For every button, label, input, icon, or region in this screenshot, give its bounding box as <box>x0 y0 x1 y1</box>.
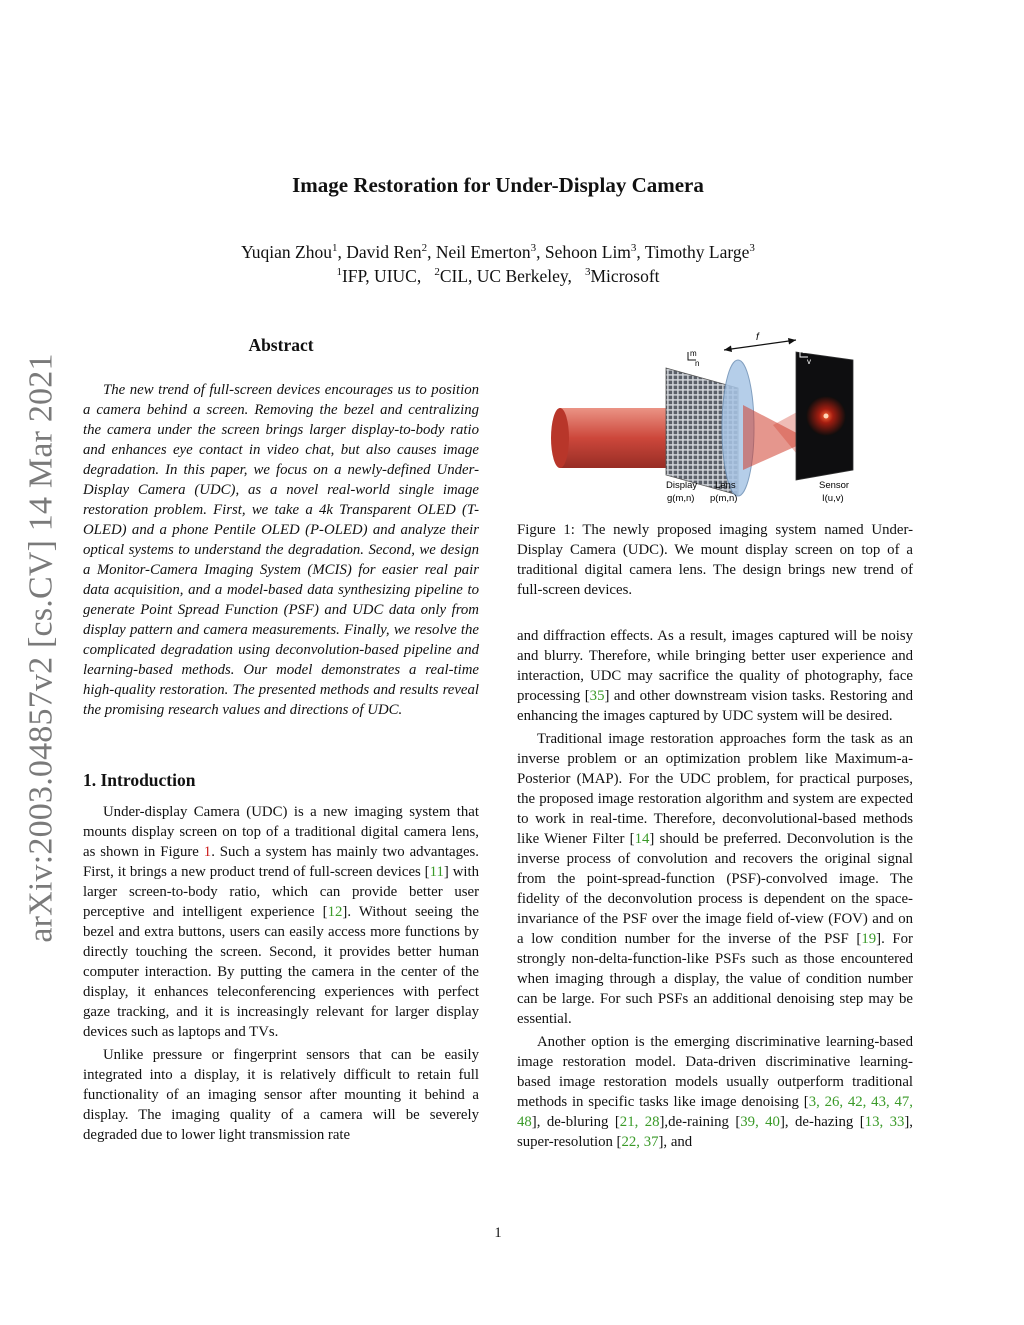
arrow-head-left <box>724 346 732 353</box>
label-f: f <box>756 332 759 343</box>
citation-link[interactable]: 3, 26, 42, 43, 47, 48 <box>517 1094 913 1130</box>
affiliation-name: Microsoft <box>590 266 660 286</box>
section-heading-introduction: 1. Introduction <box>83 770 196 790</box>
author-sup: 3 <box>630 242 637 255</box>
psf-center <box>824 414 829 419</box>
text-run: ], super-resolution [ <box>517 1114 914 1150</box>
figure-1-diagram <box>548 330 868 510</box>
label-sensor: Sensor <box>819 480 850 491</box>
text-run: ] and other downstream vision tasks. Restoring and enhancing the images captured by UDC system will be desired. <box>517 688 913 724</box>
page-number: 1 <box>494 1225 502 1241</box>
citation-link[interactable]: 13, 33 <box>864 1114 905 1130</box>
label-m: m <box>690 349 697 358</box>
text-run: ] with larger screen-to-body ratio, which can provide better user perceptive and intelligent experience [ <box>83 864 479 920</box>
abstract-text: The new trend of full-screen devices encourages us to position a camera behind a screen. Removing the bezel and centralizing the camera under the screen brings larger display-to-body ratio and enhances eye contact in video chat, but also causes image degradation. In this paper, we focus on a newly-defined Under-Display Camera (UDC), as a novel real-world single image restoration problem. First, we take a 4k Transparent OLED (T-OLED) and a phone Pentile OLED (P-OLED) and analyze their optical systems to understand the degradation. Second, we design a Monitor-Camera Imaging System (MCIS) for easier real pair data acquisition, and a model-based data synthesizing pipeline to generate Point Spread Function (PSF) and UDC data only from display pattern and camera measurements. Finally, we resolve the complicated degradation using deconvolution-based pipeline and learning-based methods. Our model demonstrates a real-time high-quality restoration. The presented methods and results reveal the promising research values and directions of UDC. <box>83 382 479 718</box>
citation-link[interactable]: 35 <box>589 688 605 704</box>
focal-length-arrow <box>724 340 796 350</box>
citation-link[interactable]: 14 <box>634 831 650 847</box>
author-block <box>0 240 996 288</box>
text-run: ],de-raining [ <box>659 1114 741 1130</box>
citation-link[interactable]: 19 <box>861 931 877 947</box>
label-display: Display <box>666 480 698 491</box>
author-list: Yuqian Zhou$^1$, David Ren$^2$, Neil Emerton$^3$, Sehoon Lim$^3$, Timothy Large$^3$ <box>241 242 755 262</box>
citation-link[interactable]: 22, 37 <box>621 1134 659 1150</box>
author-name: Neil Emerton <box>435 242 531 262</box>
citation-link[interactable]: 21, 28 <box>619 1114 660 1130</box>
abstract-heading: Abstract <box>248 335 314 355</box>
label-sensor-fn: I(u,v) <box>822 493 844 504</box>
text-run: and diffraction effects. As a result, images captured will be noisy and blurry. Therefore, while bringing better user experience and interaction, UDC may sacrifice the quality of photography, face processing [ <box>517 628 913 704</box>
author-sup: 1 <box>332 242 338 255</box>
author-sup: 2 <box>421 242 428 255</box>
affiliation-name: CIL, UC Berkeley, <box>439 266 572 286</box>
figure-link[interactable]: 1 <box>203 844 212 860</box>
text-run: . Such a system has mainly two advantages. First, it brings a new product trend of full-screen devices [ <box>83 844 480 880</box>
right-paragraph-1 <box>517 626 913 726</box>
text-run: ]. Without seeing the bezel and extra buttons, users can easily access more functions by directly touching the screen. Second, it provides better human computer interaction. By putting the camera in the center of the display, it enhances teleconferencing experiences with perfect gaze tracking, and it is increasingly relevant for larger display devices such as laptops and TVs. <box>83 904 479 1040</box>
figure-1-caption: Figure 1: The newly proposed imaging system named Under-Display Camera (UDC). We mount display screen on top of a traditional digital camera lens. The design brings new trend of full-screen devices. <box>517 522 913 598</box>
author-name: Timothy Large <box>644 242 750 262</box>
label-u: u <box>802 346 807 355</box>
arxiv-stamp <box>22 350 62 945</box>
label-display-fn: g(m,n) <box>667 493 695 504</box>
arxiv-id: arXiv:2003.04857v2 [cs.CV] 14 Mar 2021 <box>23 352 60 943</box>
text-run: ], de-bluring [ <box>531 1114 620 1130</box>
label-lens: Lens <box>715 480 736 491</box>
right-paragraph-3 <box>517 1032 913 1152</box>
right-column <box>517 626 913 1152</box>
label-v: v <box>807 357 811 366</box>
left-column <box>83 335 479 1145</box>
author-name: David Ren <box>346 242 422 262</box>
text-run: ], de-hazing [ <box>779 1114 865 1130</box>
author-name: Yuqian Zhou <box>241 242 333 262</box>
intro-paragraph-1 <box>83 802 479 1042</box>
paper-title: Image Restoration for Under-Display Camera <box>292 173 704 197</box>
text-run: Another option is the emerging discriminative learning-based image restoration model. Data-driven discriminative learning-based image restoration models usually outperform traditional methods in specific tasks like image denoising [ <box>517 1034 913 1110</box>
intro-paragraph-2: Unlike pressure or fingerprint sensors that can be easily integrated into a display, it is relatively difficult to retain full functionality of an imaging sensor after mounting it behind a display. The imaging quality of a camera will be severely degraded due to lower light transmission rate <box>83 1047 479 1143</box>
affiliation-sup: 2 <box>434 266 440 279</box>
citation-link[interactable]: 39, 40 <box>740 1114 780 1130</box>
affiliation-sup: 1 <box>336 266 342 279</box>
beam-end <box>551 408 569 468</box>
text-run: ], and <box>658 1134 693 1150</box>
affiliation-list <box>0 264 996 288</box>
text-run: ]. For strongly non-delta-function-like PSFs such as those encountered when imaging through a display, the value of condition number can be large. For such PSFs an additional denoising step may be essential. <box>517 931 913 1027</box>
label-n: n <box>695 359 700 368</box>
author-sup: 3 <box>530 242 537 255</box>
author-sup: 3 <box>749 242 755 255</box>
citation-link[interactable]: 12 <box>327 904 343 920</box>
author-name: Sehoon Lim <box>544 242 631 262</box>
text-run: ] should be preferred. Deconvolution is the inverse process of convolution and recovers the original signal from the point-spread-function (PSF)-convolved image. The fidelity of the deconvolution process is dependent on the space-invariance of the PSF over the image field of-view (FOV) and on a low condition number for the inverse of the PSF [ <box>517 831 914 947</box>
right-paragraph-2 <box>517 729 913 1029</box>
label-lens-fn: p(m,n) <box>710 493 738 504</box>
arrow-head-right <box>788 338 796 345</box>
affiliation-name: IFP, UIUC, <box>341 266 422 286</box>
affiliation-sup: 3 <box>585 266 591 279</box>
text-run: Traditional image restoration approaches form the task as an inverse problem or an optimization problem like Maximum-a-Posterior (MAP). For the UDC problem, for practical purposes, the proposed image restoration algorithm and system are expected to work in real-time. Therefore, deconvolutional-based methods like Wiener Filter [ <box>517 731 913 847</box>
text-run: Under-display Camera (UDC) is a new imaging system that mounts display screen on top of a traditional digital camera lens, as shown in Figure <box>83 804 479 860</box>
citation-link[interactable]: 11 <box>429 864 444 880</box>
